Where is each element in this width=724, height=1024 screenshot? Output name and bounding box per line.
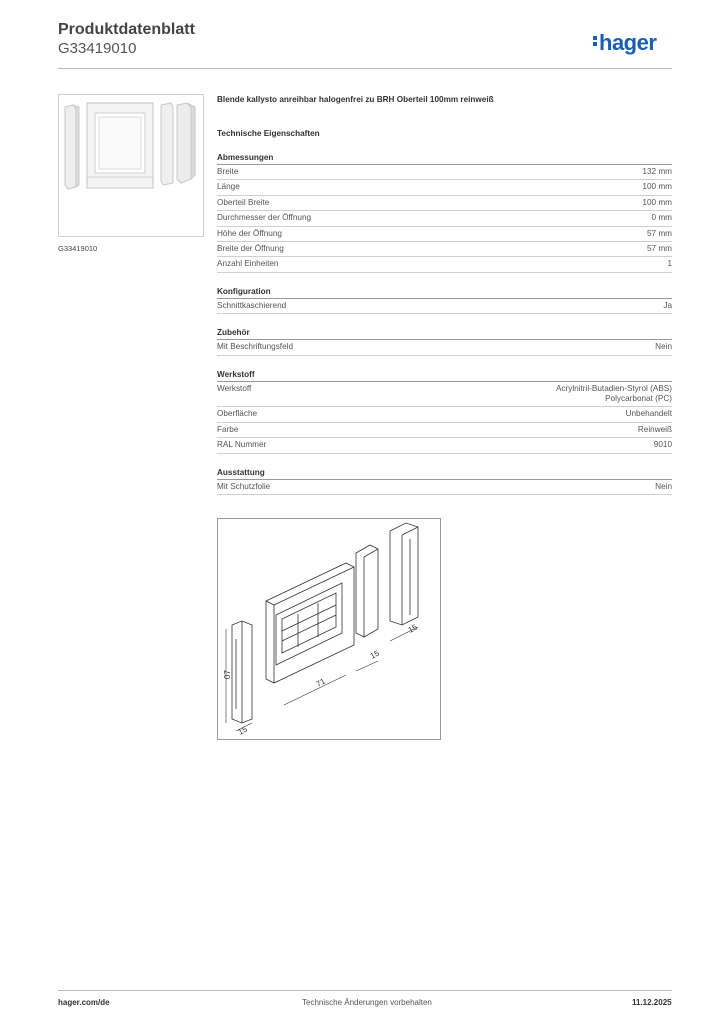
section-abmessungen [217, 153, 672, 273]
product-title: Blende kallysto anreihbar halogenfrei zu BRH Oberteil 100mm reinweiß [217, 95, 494, 104]
section-heading: Abmessungen [217, 153, 672, 165]
table-row [217, 196, 672, 211]
row-label: Länge [217, 182, 240, 192]
article-number: G33419010 [58, 40, 137, 57]
row-value: 0 mm [651, 213, 672, 223]
technical-properties-heading: Technische Eigenschaften [217, 129, 320, 138]
section-heading: Zubehör [217, 328, 672, 340]
logo-text: hager [599, 30, 657, 55]
row-value: 1 [667, 259, 672, 269]
row-label: Mit Schutzfolie [217, 481, 271, 491]
section-konfiguration [217, 287, 672, 314]
table-row [217, 165, 672, 180]
footer-disclaimer: Technische Änderungen vorbehalten [302, 998, 432, 1007]
row-value: Acrylnitril-Butadien-Styrol (ABS) Polycarbonat (PC) [555, 383, 672, 404]
page-title: Produktdatenblatt [58, 21, 195, 38]
row-label: Farbe [217, 424, 239, 434]
row-label: Breite der Öffnung [217, 244, 284, 254]
section-ausstattung [217, 468, 672, 495]
table-row [217, 382, 672, 408]
table-row [217, 211, 672, 226]
row-label: Anzahl Einheiten [217, 259, 279, 269]
row-value: Nein [655, 481, 672, 491]
footer-date: 11.12.2025 [632, 998, 672, 1007]
section-heading: Konfiguration [217, 287, 672, 299]
section-heading: Ausstattung [217, 468, 672, 480]
row-label: Höhe der Öffnung [217, 228, 282, 238]
row-value: 9010 [653, 440, 672, 450]
dimension-center-width-label: 71 [314, 676, 327, 689]
table-row [217, 180, 672, 195]
row-value: 132 mm [642, 167, 672, 176]
row-label: Breite [217, 167, 239, 176]
header-divider [58, 68, 672, 69]
dimension-height-label: 07 [223, 670, 232, 679]
row-value: 100 mm [642, 182, 672, 192]
technical-drawing [217, 518, 441, 740]
table-row [217, 242, 672, 257]
table-row [217, 340, 672, 355]
row-value: 57 mm [646, 228, 672, 238]
hager-logo[interactable] [593, 30, 656, 56]
logo-dots-icon [593, 36, 598, 48]
table-row [217, 257, 672, 272]
dimension-drawing-icon [218, 519, 440, 739]
row-value: Ja [663, 300, 672, 310]
row-label: Oberteil Breite [217, 197, 270, 207]
product-details [217, 95, 672, 531]
table-row [217, 227, 672, 242]
product-photo-icon [59, 95, 203, 236]
table-row [217, 407, 672, 422]
row-label: Oberfläche [217, 409, 258, 419]
table-row [217, 438, 672, 453]
footer-website-link[interactable]: hager.com/de [58, 998, 110, 1007]
thumbnail-caption: G33419010 [58, 244, 98, 253]
dimension-right-b-label: 15 [406, 622, 419, 635]
section-werkstoff [217, 370, 672, 454]
row-value: Unbehandelt [625, 409, 672, 419]
row-label: Schnittkaschierend [217, 300, 287, 310]
row-label: Mit Beschriftungsfeld [217, 342, 293, 352]
section-zubehoer [217, 328, 672, 355]
row-label: Werkstoff [217, 383, 252, 393]
row-value: 57 mm [646, 244, 672, 254]
footer-divider [58, 990, 672, 991]
row-label: Durchmesser der Öffnung [217, 213, 312, 223]
dimension-right-a-label: 15 [368, 648, 381, 661]
row-value: Reinweiß [637, 424, 672, 434]
table-row [217, 299, 672, 314]
section-heading: Werkstoff [217, 370, 672, 382]
row-value: Nein [655, 342, 672, 352]
row-value: 100 mm [642, 197, 672, 207]
dimension-left-width-label: 15 [236, 724, 249, 737]
table-row [217, 423, 672, 438]
table-row [217, 480, 672, 495]
product-thumbnail [58, 94, 204, 237]
row-label: RAL Nummer [217, 440, 267, 450]
